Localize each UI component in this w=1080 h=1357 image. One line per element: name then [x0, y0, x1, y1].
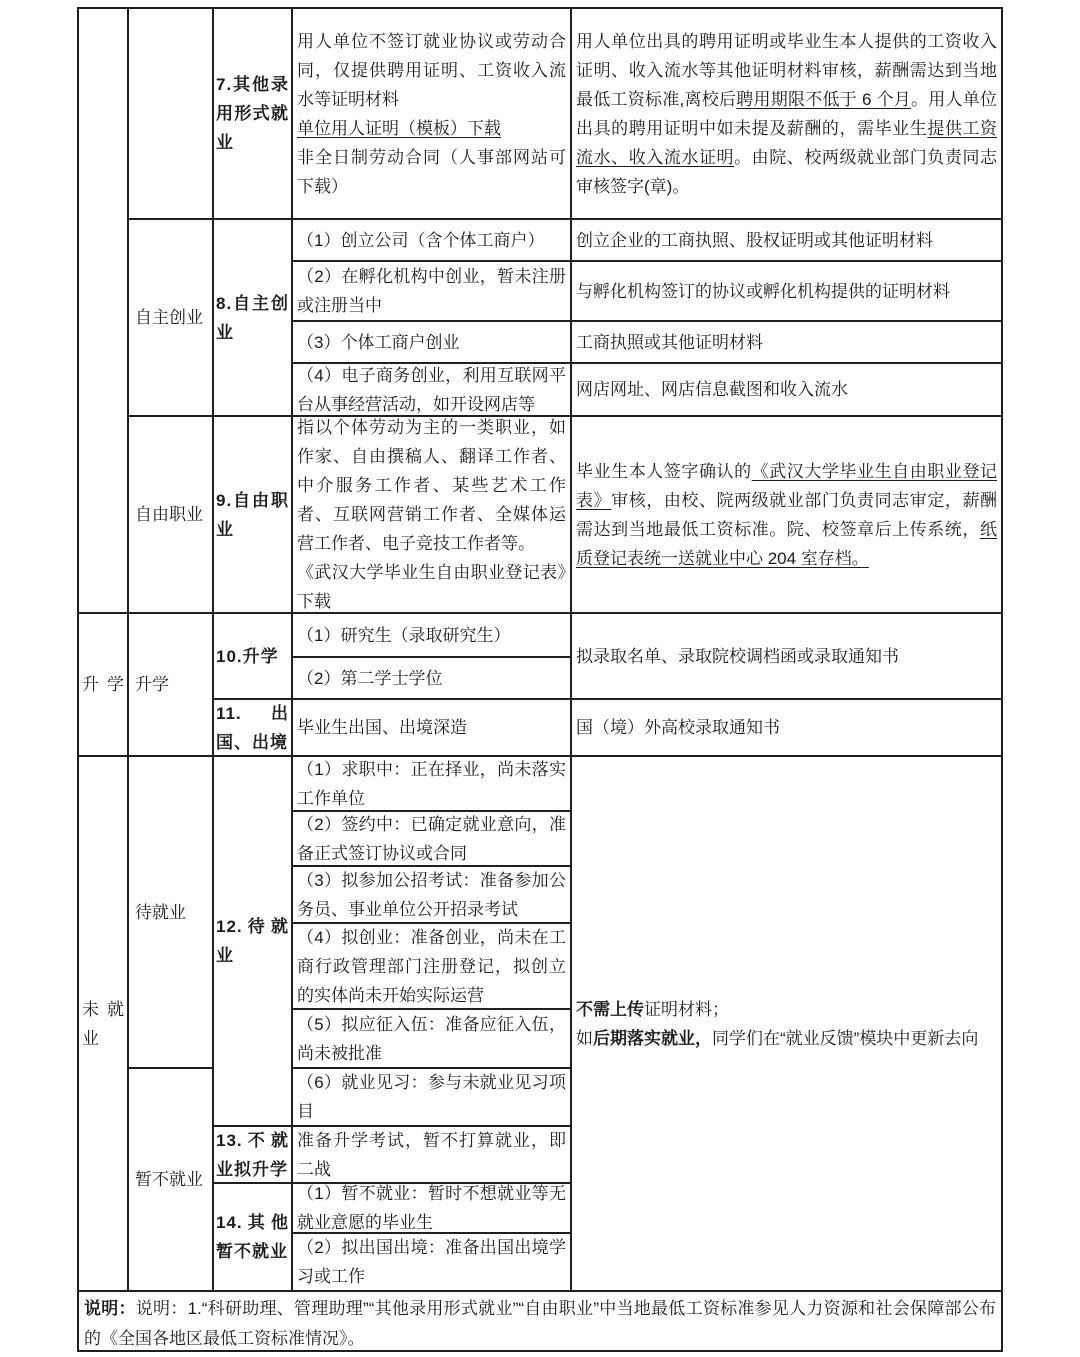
item-8-3-desc-cell — [293, 322, 572, 364]
unemployed-materials-seg3: 同学们在“就业反馈”模块中更新去向 — [712, 1028, 979, 1048]
row11-description-text: 毕业生出国、出境深造 — [297, 718, 467, 737]
row11-materials-cell — [572, 700, 1003, 757]
subcategory-cell-freelance — [129, 417, 214, 614]
row9-description-cell — [293, 417, 572, 614]
row7-description-text: 用人单位不签订就业协议或劳动合同，仅提供聘用证明、工资收入流水等证明材料 — [297, 31, 566, 109]
notes-row — [79, 1292, 1003, 1352]
category-label-unemployed: 未就业 — [82, 999, 124, 1048]
row10-materials-text: 拟录取名单、录取院校调档函或录取通知书 — [576, 646, 899, 666]
subcategory-label-pending-employment: 待就业 — [135, 902, 186, 922]
item-8-4-materials-cell — [572, 364, 1003, 417]
item-8-1-materials-cell — [572, 220, 1003, 262]
type-label-12: 12.待就业 — [216, 917, 289, 965]
category-cell-empty — [79, 9, 129, 614]
item-8-2-materials: 与孵化机构签订的协议或孵化机构提供的证明材料 — [576, 281, 950, 301]
type-cell-8 — [214, 220, 293, 417]
unit-employment-proof-download-link[interactable]: 单位用人证明（模板）下载 — [297, 118, 501, 138]
unemployed-materials-seg1: 证明材料； — [644, 999, 729, 1019]
item-10-1-desc: （1）研究生（录取研究生） — [297, 625, 511, 645]
type-label-11: 11.出国、出境 — [216, 703, 289, 752]
notes-label: 说明： — [84, 1299, 136, 1318]
category-cell-unemployed — [79, 757, 129, 1292]
item-8-1-desc: （1）创立公司（含个体工商户） — [297, 230, 545, 250]
row9-description-text: 指以个体劳动为主的一类职业，如作家、自由撰稿人、翻译工作者、中介服务工作者、某些艺术工作者、互联网营销工作者、全媒体运营工作者、电子竞技工作者等。 — [297, 418, 566, 553]
row7-materials-seg1: 用人单位出具的聘用证明或毕业生本人提供的工资收入证明、收入流水等其他证明材料审核，薪酬需达到当地最低工资标准,离校后 — [576, 31, 997, 109]
item-10-2-desc-cell — [293, 658, 572, 700]
item-12-5-desc-cell — [293, 1010, 572, 1069]
item-8-2-materials-cell — [572, 262, 1003, 322]
row13-description-text: 准备升学考试，暂不打算就业，即二战 — [297, 1130, 566, 1179]
item-8-1-desc-cell — [293, 220, 572, 262]
row7-description-cell — [293, 9, 572, 220]
type-label-7: 7.其他录用形式就业 — [216, 75, 289, 152]
row9-materials-underline1: 《武汉大学毕业生自由职业登记表》 — [576, 461, 998, 510]
employment-category-table — [77, 7, 1003, 1352]
item-14-2-desc-cell — [293, 1234, 572, 1292]
subcategory-label-self-employment: 自主创业 — [135, 308, 203, 327]
subcategory-cell-self-employment — [129, 220, 214, 417]
row7-materials-seg2: 。用人单位出具的聘用证明中如未提及薪酬的，需毕业生 — [576, 89, 998, 138]
item-8-2-desc: （2）在孵化机构中创业，暂未注册或注册当中 — [297, 267, 566, 315]
subcategory-cell-empty — [129, 9, 214, 220]
item-14-2-desc: （2）拟出国出境：准备出国出境学习或工作 — [297, 1238, 566, 1286]
type-cell-13 — [214, 1127, 293, 1184]
type-label-13: 13.不就业拟升学 — [216, 1130, 289, 1179]
unemployed-materials-line1 — [576, 995, 997, 1024]
type-cell-14 — [214, 1184, 293, 1292]
item-12-5-desc: （5）拟应征入伍：准备应征入伍，尚未被批准 — [297, 1014, 566, 1063]
unemployed-materials-cell — [572, 757, 1003, 1292]
category-cell-advancement — [79, 614, 129, 757]
subcategory-cell-advancement — [129, 614, 214, 757]
row11-description-cell — [293, 700, 572, 757]
subcategory-label-freelance: 自由职业 — [135, 505, 203, 524]
item-12-4-desc: （4）拟创业：准备创业，尚未在工商行政管理部门注册登记，拟创立的实体尚未开始实际运营 — [297, 927, 566, 1005]
row10-materials-cell — [572, 614, 1003, 700]
item-8-1-materials: 创立企业的工商执照、股权证明或其他证明材料 — [576, 230, 933, 250]
category-label-advancement: 升学 — [82, 675, 124, 694]
row7-materials-underline2: 提供工资流水、收入流水证明 — [576, 118, 998, 167]
row9-materials-seg1: 毕业生本人签字确认的 — [576, 461, 752, 481]
item-12-6-desc: （6）就业见习：参与未就业见习项目 — [297, 1073, 566, 1121]
row11-materials-text: 国（境）外高校录取通知书 — [576, 718, 780, 737]
item-12-3-desc: （3）拟参加公招考试：准备参加公务员、事业单位公开招录考试 — [297, 870, 566, 919]
subcategory-label-advancement: 升学 — [135, 675, 169, 694]
item-8-3-desc: （3）个体工商户创业 — [297, 332, 460, 352]
type-label-9: 9.自由职业 — [216, 490, 289, 539]
row7-materials-cell — [572, 9, 1003, 220]
row9-materials-text — [576, 457, 997, 573]
unemployed-materials-seg2: 如 — [576, 1028, 593, 1048]
row9-materials-cell — [572, 417, 1003, 614]
item-12-2-desc-cell — [293, 812, 572, 867]
subcategory-label-not-employed-yet: 暂不就业 — [135, 1170, 203, 1189]
item-12-1-desc: （1）求职中：正在择业，尚未落实工作单位 — [297, 759, 566, 808]
item-8-4-materials: 网店网址、网店信息截图和收入流水 — [576, 380, 848, 399]
type-label-10: 10.升学 — [216, 646, 279, 666]
row13-description-cell — [293, 1127, 572, 1184]
notes-text — [84, 1294, 996, 1352]
no-upload-bold-text: 不需上传 — [576, 999, 644, 1019]
row7-materials-text — [576, 27, 997, 201]
item-12-4-desc-cell — [293, 924, 572, 1010]
item-12-1-desc-cell — [293, 757, 572, 812]
later-employment-bold-text: 后期落实就业， — [593, 1028, 712, 1048]
row9-materials-seg2: 审核，由校、院两级就业部门负责同志审定，薪酬需达到当地最低工资标准。院、校签章后上传系统， — [576, 490, 998, 539]
row7-materials-underline1: 聘用期限不低于 6 个月 — [736, 89, 911, 109]
item-8-2-desc-cell — [293, 262, 572, 322]
item-12-6-desc-cell — [293, 1069, 572, 1127]
item-8-4-desc: （4）电子商务创业，利用互联网平台从事经营活动，如开设网店等 — [297, 365, 566, 414]
type-cell-10 — [214, 614, 293, 700]
item-8-4-desc-cell — [293, 364, 572, 417]
row9-materials-underline2: 纸质登记表统一送就业中心 204 室存档。 — [576, 519, 997, 568]
subcategory-cell-pending-employment — [129, 757, 214, 1069]
item-8-3-materials: 工商执照或其他证明材料 — [576, 332, 763, 352]
item-14-1-desc-cell — [293, 1184, 572, 1234]
notes-body: 说明：1.“科研助理、管理助理”“其他录用形式就业”“自由职业”中当地最低工资标准参见人力资源和社会保障部公布的《全国各地区最低工资标准情况》。 — [84, 1299, 996, 1348]
subcategory-cell-not-employed-yet — [129, 1069, 214, 1292]
item-8-3-materials-cell — [572, 322, 1003, 364]
type-cell-11 — [214, 700, 293, 757]
type-label-14: 14.其他暂不就业 — [216, 1213, 289, 1261]
item-10-1-desc-cell — [293, 614, 572, 658]
item-14-1-desc: （1）暂不就业：暂时不想就业等无就业意愿的毕业生 — [297, 1184, 566, 1232]
type-cell-9 — [214, 417, 293, 614]
item-12-3-desc-cell — [293, 867, 572, 924]
row7-description-text2: 非全日制劳动合同（人事部网站可下载） — [297, 147, 566, 196]
type-cell-12 — [214, 757, 293, 1127]
item-10-2-desc: （2）第二学士学位 — [297, 668, 443, 688]
type-cell-7 — [214, 9, 293, 220]
item-12-2-desc: （2）签约中：已确定就业意向，准备正式签订协议或合同 — [297, 814, 566, 863]
row7-materials-seg3: 。由院、校两级就业部门负责同志审核签字(章)。 — [576, 147, 998, 196]
freelance-form-download-link[interactable]: 《武汉大学毕业生自由职业登记表》下载 — [297, 563, 566, 611]
unemployed-materials-line2 — [576, 1024, 997, 1053]
type-label-8: 8.自主创业 — [216, 293, 289, 342]
